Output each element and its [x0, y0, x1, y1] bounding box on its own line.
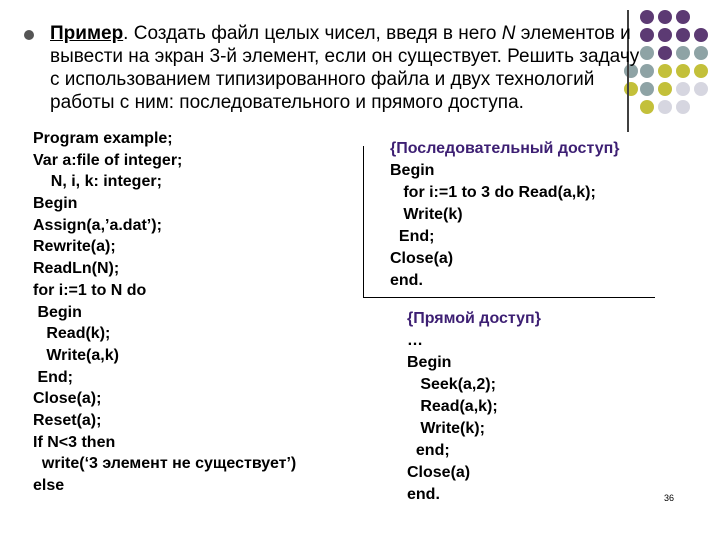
dot: [676, 82, 690, 96]
dot: [676, 28, 690, 42]
page-number: 36: [664, 493, 675, 503]
code-line: Program example;: [33, 130, 173, 147]
code-line: Write(k): [390, 206, 463, 223]
code-line: for i:=1 to 3 do Read(a,k);: [390, 184, 596, 201]
dot: [694, 64, 708, 78]
direct-access-code: [407, 308, 541, 506]
dot: [658, 46, 672, 60]
code-line: end.: [407, 486, 440, 503]
main-program-code: [33, 128, 296, 497]
task-text-part: . Создать файл целых чисел, введя в него: [123, 23, 502, 44]
sequential-access-code: [390, 138, 619, 292]
code-line: Read(a,k);: [407, 398, 498, 415]
dot: [676, 100, 690, 114]
code-line: Close(a): [390, 250, 454, 267]
example-label: Пример: [50, 23, 124, 44]
dot: [676, 64, 690, 78]
code-line: End;: [33, 368, 73, 386]
section-divider-vertical: [363, 146, 364, 298]
code-line: Var a:file of integer;: [33, 151, 183, 169]
code-line: Assign(a,’a.dat’);: [33, 216, 162, 234]
dot: [658, 82, 672, 96]
code-line: End;: [390, 228, 435, 245]
code-line: N, i, k: integer;: [33, 173, 162, 191]
dot: [694, 82, 708, 96]
code-line: write(‘3 элемент не существует’): [33, 455, 297, 473]
dot: [676, 46, 690, 60]
dot: [694, 28, 708, 42]
code-line: Begin: [407, 354, 452, 371]
dot: [658, 100, 672, 114]
section-divider-horizontal: [363, 297, 655, 298]
task-text-part: элементов и вывести на экран 3-й элемент, если он существует. Решить задачу с использованием типизированного файла и двух технологий работы с ним: последовательного и прямого доступа.: [50, 23, 640, 113]
code-line: Begin: [390, 162, 435, 179]
dot: [676, 10, 690, 24]
sequential-access-comment: {Последовательный доступ}: [390, 140, 620, 157]
code-line: Close(a): [407, 464, 471, 481]
bullet-icon: [24, 30, 34, 40]
code-line: Rewrite(a);: [33, 238, 116, 256]
dot: [658, 10, 672, 24]
code-line: end;: [407, 442, 450, 459]
direct-access-comment: {Прямой доступ}: [407, 310, 541, 327]
dot: [658, 64, 672, 78]
code-line: …: [407, 332, 423, 349]
code-line: Reset(a);: [33, 411, 102, 429]
code-line: else: [33, 477, 65, 494]
variable-n: N: [501, 23, 516, 44]
dot: [658, 28, 672, 42]
code-line: Write(k);: [407, 420, 485, 437]
code-line: Begin: [33, 195, 78, 213]
code-line: Seek(a,2);: [407, 376, 496, 393]
code-line: end.: [390, 272, 423, 289]
code-line: ReadLn(N);: [33, 260, 120, 278]
code-line: Close(a);: [33, 390, 102, 408]
dot: [694, 46, 708, 60]
code-line: If N<3 then: [33, 433, 116, 451]
code-line: for i:=1 to N do: [33, 281, 147, 299]
code-line: Read(k);: [33, 325, 111, 343]
code-line: Write(a,k): [33, 346, 119, 364]
code-line: Begin: [33, 303, 82, 321]
task-description: [50, 22, 650, 114]
